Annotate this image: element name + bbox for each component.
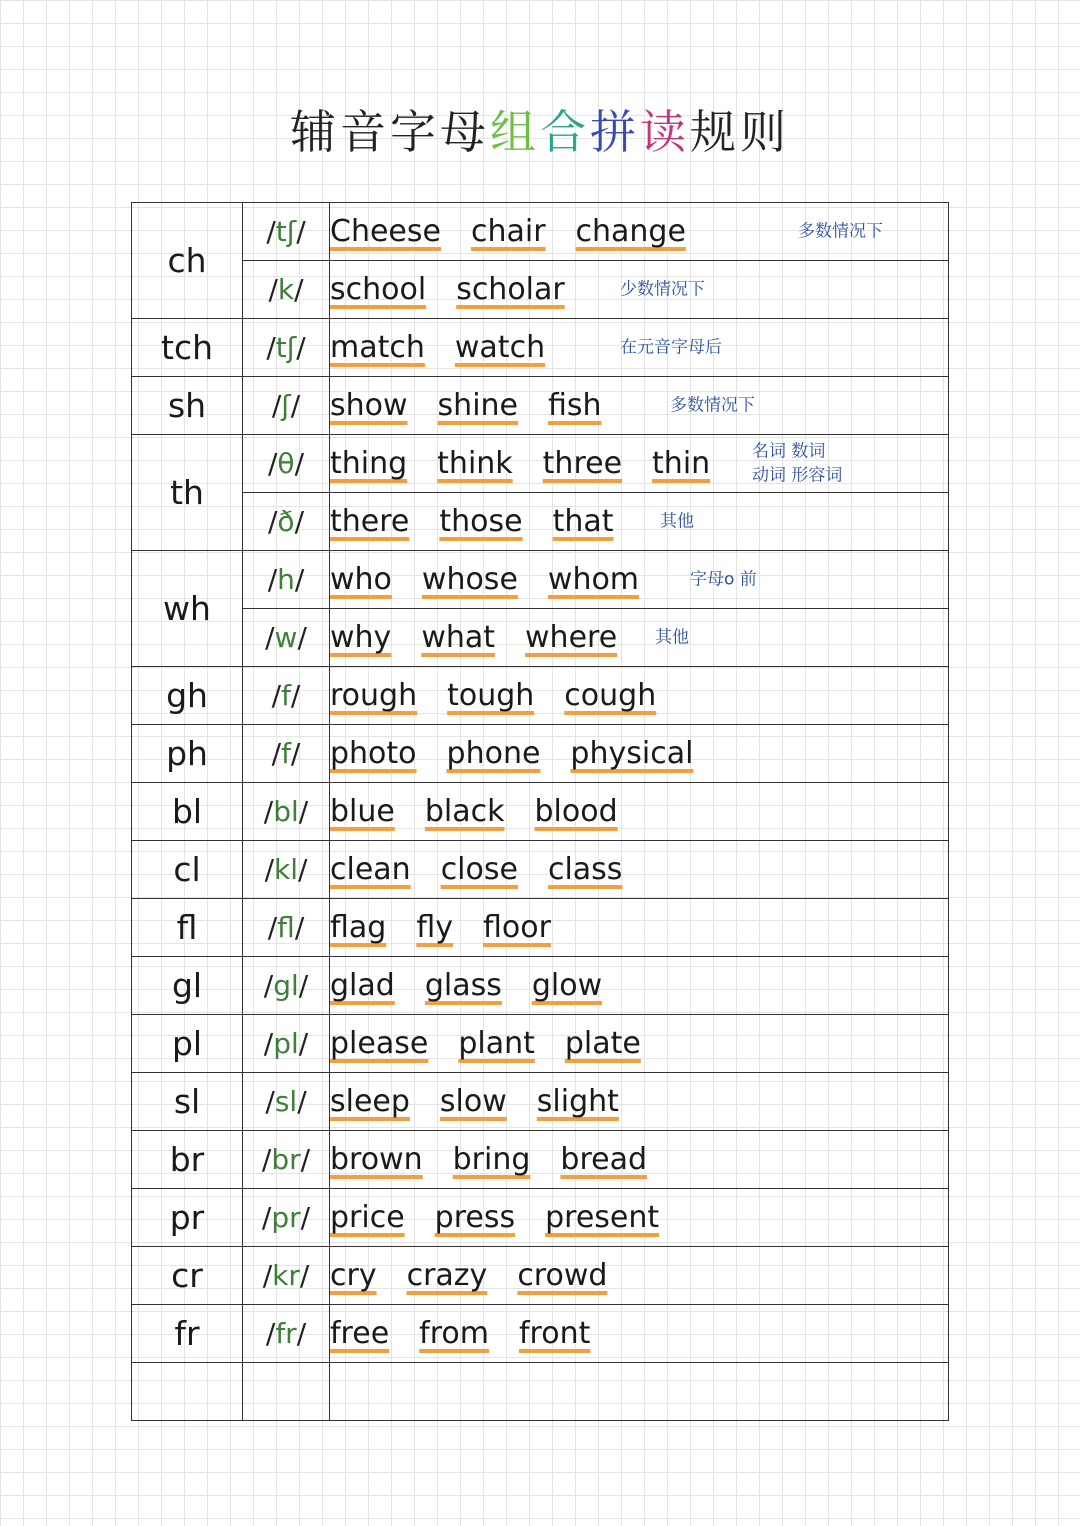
phoneme-cell xyxy=(243,841,330,899)
example-word xyxy=(576,214,686,249)
phoneme: k xyxy=(277,273,295,306)
letter-combination: cr xyxy=(132,1247,243,1305)
table-row xyxy=(132,1305,949,1363)
word-text: from xyxy=(419,1316,489,1351)
example-word xyxy=(564,678,656,713)
table-row xyxy=(132,667,949,725)
example-word xyxy=(330,1142,423,1177)
slash: / xyxy=(264,853,274,886)
word-text: thing xyxy=(330,446,408,481)
usage-note xyxy=(620,335,722,360)
slash: / xyxy=(265,621,275,654)
letter-combination: th xyxy=(132,435,243,551)
word-text: glow xyxy=(531,968,603,1003)
example-words xyxy=(330,609,949,667)
example-word xyxy=(545,1200,659,1235)
phoneme-cell xyxy=(243,319,330,377)
slash: / xyxy=(298,853,308,886)
phoneme-cell xyxy=(243,203,330,261)
letter-combination: pl xyxy=(132,1015,243,1073)
word-text: why xyxy=(330,620,392,655)
slash: / xyxy=(271,389,282,422)
usage-note-line: 少数情况下 xyxy=(620,279,705,300)
example-words xyxy=(330,261,949,319)
example-word xyxy=(330,330,425,365)
word-text: black xyxy=(424,794,505,829)
phoneme-cell xyxy=(243,1015,330,1073)
slash: / xyxy=(290,389,301,422)
usage-note xyxy=(655,625,689,650)
slash: / xyxy=(262,1259,273,1292)
word-text: glad xyxy=(330,968,395,1003)
table-row xyxy=(132,261,949,319)
example-word xyxy=(543,446,622,481)
example-word xyxy=(548,562,639,597)
example-word xyxy=(455,330,545,365)
letter-combination: fl xyxy=(132,899,243,957)
letter-combination: ch xyxy=(132,203,243,319)
example-word xyxy=(330,852,411,887)
usage-note xyxy=(798,219,883,244)
word-text: fish xyxy=(548,388,602,423)
table-row xyxy=(132,203,949,261)
phoneme-cell xyxy=(243,899,330,957)
phoneme: pl xyxy=(273,1027,299,1060)
example-word xyxy=(471,214,546,249)
example-word xyxy=(330,562,392,597)
example-word xyxy=(330,504,409,539)
example-words xyxy=(330,841,949,899)
slash: / xyxy=(267,505,278,538)
phoneme: ð xyxy=(277,505,295,538)
table-row xyxy=(132,1131,949,1189)
slash: / xyxy=(297,1085,307,1118)
table-row xyxy=(132,725,949,783)
example-word xyxy=(447,736,541,771)
table-row xyxy=(132,957,949,1015)
letter-combination: pr xyxy=(132,1189,243,1247)
usage-note-line: 字母o 前 xyxy=(690,569,757,590)
title-part-1: 辅音字母 xyxy=(290,105,490,159)
example-word xyxy=(330,736,417,771)
example-word xyxy=(330,620,391,655)
example-word xyxy=(483,910,551,945)
example-word xyxy=(330,1200,405,1235)
usage-note xyxy=(670,393,755,418)
word-text: school xyxy=(330,272,427,307)
phoneme-cell xyxy=(243,493,330,551)
slash: / xyxy=(263,1027,274,1060)
phoneme-cell xyxy=(243,261,330,319)
letter-combination: fr xyxy=(132,1305,243,1363)
slash: / xyxy=(294,563,305,596)
slash: / xyxy=(263,795,274,828)
word-text: blue xyxy=(330,794,395,829)
usage-note-line: 多数情况下 xyxy=(798,221,883,242)
usage-note-line: 其他 xyxy=(660,511,694,532)
example-word xyxy=(416,910,453,945)
phoneme: gl xyxy=(273,969,299,1002)
phoneme: pr xyxy=(271,1201,301,1234)
word-text: sleep xyxy=(330,1084,410,1119)
phoneme-cell xyxy=(243,783,330,841)
title-part-2: 组 xyxy=(490,105,540,159)
word-text: that xyxy=(552,504,614,539)
phoneme: f xyxy=(281,679,291,712)
phoneme: kl xyxy=(274,853,298,886)
phoneme: w xyxy=(274,621,298,654)
slash: / xyxy=(297,621,307,654)
slash: / xyxy=(294,273,304,306)
word-text: rough xyxy=(330,678,418,713)
table-row xyxy=(132,899,949,957)
example-word xyxy=(330,272,426,307)
example-words xyxy=(330,899,949,957)
letter-combination: wh xyxy=(132,551,243,667)
example-word xyxy=(532,968,602,1003)
usage-note-line: 其他 xyxy=(655,627,689,648)
usage-note-line: 动词 形容词 xyxy=(752,465,843,486)
word-text: plate xyxy=(564,1026,641,1061)
slash: / xyxy=(266,215,276,248)
example-words xyxy=(330,1131,949,1189)
word-text: bread xyxy=(560,1142,648,1177)
example-word xyxy=(517,1258,607,1293)
word-text: please xyxy=(330,1026,429,1061)
word-text: cough xyxy=(564,678,657,713)
phoneme: θ xyxy=(277,447,295,480)
letter-combination: br xyxy=(132,1131,243,1189)
example-words xyxy=(330,667,949,725)
example-word xyxy=(447,678,534,713)
word-text: glass xyxy=(424,968,502,1003)
word-text: where xyxy=(525,620,618,655)
word-text: blood xyxy=(534,794,618,829)
example-words xyxy=(330,957,949,1015)
example-words xyxy=(330,1247,949,1305)
word-text: crazy xyxy=(406,1258,488,1293)
word-text: show xyxy=(330,388,408,423)
example-word xyxy=(425,794,505,829)
usage-note-line: 在元音字母后 xyxy=(620,337,722,358)
example-word xyxy=(330,1258,377,1293)
word-text: fly xyxy=(416,910,453,945)
word-text: slow xyxy=(439,1084,507,1119)
word-text: bring xyxy=(452,1142,531,1177)
word-text: who xyxy=(330,562,392,597)
phoneme-cell xyxy=(243,609,330,667)
example-word xyxy=(419,1316,489,1351)
example-words xyxy=(330,1015,949,1073)
word-text: photo xyxy=(330,736,417,771)
slash: / xyxy=(298,1027,309,1060)
example-word xyxy=(548,388,602,423)
word-text: price xyxy=(330,1200,405,1235)
table-row xyxy=(132,1247,949,1305)
phoneme-cell xyxy=(243,725,330,783)
slash: / xyxy=(299,1259,310,1292)
word-text: plant xyxy=(458,1026,535,1061)
example-word xyxy=(441,852,518,887)
example-words xyxy=(330,203,949,261)
letter-combination: cl xyxy=(132,841,243,899)
table-row xyxy=(132,319,949,377)
word-text: change xyxy=(575,214,686,249)
example-word xyxy=(548,852,622,887)
word-text: free xyxy=(330,1316,390,1351)
word-text: match xyxy=(330,330,425,365)
slash: / xyxy=(263,969,274,1002)
example-word xyxy=(458,1026,535,1061)
example-word xyxy=(407,1258,488,1293)
example-words xyxy=(330,725,949,783)
example-word xyxy=(330,794,395,829)
word-text: scholar xyxy=(456,272,565,307)
phoneme: sl xyxy=(274,1085,298,1118)
example-word xyxy=(422,562,518,597)
usage-note xyxy=(690,567,757,592)
example-words xyxy=(330,377,949,435)
table-row xyxy=(132,1189,949,1247)
slash: / xyxy=(267,563,278,596)
letter-combination: gh xyxy=(132,667,243,725)
phoneme: bl xyxy=(273,795,299,828)
slash: / xyxy=(267,911,278,944)
phoneme: fl xyxy=(277,911,295,944)
example-word xyxy=(330,1316,389,1351)
slash: / xyxy=(294,447,304,480)
usage-note-line: 名词 数词 xyxy=(752,440,826,461)
word-text: tough xyxy=(447,678,535,713)
word-text: clean xyxy=(330,852,411,887)
table-row xyxy=(132,1363,949,1421)
word-text: whom xyxy=(547,562,640,597)
table-row xyxy=(132,1073,949,1131)
example-word xyxy=(570,736,693,771)
example-word xyxy=(425,968,502,1003)
phoneme-cell xyxy=(243,1131,330,1189)
example-words xyxy=(330,1073,949,1131)
slash: / xyxy=(261,1201,272,1234)
word-text: chair xyxy=(470,214,546,249)
example-word xyxy=(435,1200,515,1235)
slash: / xyxy=(298,969,309,1002)
slash: / xyxy=(300,1201,311,1234)
phoneme-cell xyxy=(243,551,330,609)
example-word xyxy=(440,1084,507,1119)
example-words xyxy=(330,783,949,841)
word-text: phone xyxy=(446,736,541,771)
table-row xyxy=(132,435,949,493)
word-text: close xyxy=(440,852,518,887)
table-row xyxy=(132,493,949,551)
word-text: press xyxy=(434,1200,516,1235)
word-text: present xyxy=(545,1200,660,1235)
slash: / xyxy=(298,795,309,828)
example-word xyxy=(565,1026,641,1061)
example-word xyxy=(438,388,518,423)
example-words xyxy=(330,1305,949,1363)
example-words xyxy=(330,319,949,377)
slash: / xyxy=(290,679,301,712)
usage-note-line: 多数情况下 xyxy=(670,395,755,416)
usage-note xyxy=(620,277,705,302)
phoneme: ʃ xyxy=(281,389,291,422)
word-text: what xyxy=(421,620,496,655)
phonics-rules-table xyxy=(131,202,949,1421)
slash: / xyxy=(267,447,278,480)
phoneme-cell xyxy=(243,1189,330,1247)
title-part-5: 读 xyxy=(640,105,690,159)
example-word xyxy=(330,678,417,713)
phoneme-cell xyxy=(243,435,330,493)
table-row xyxy=(132,841,949,899)
word-text: flag xyxy=(330,910,387,945)
phoneme: fr xyxy=(275,1317,297,1350)
word-text: shine xyxy=(437,388,518,423)
page-title xyxy=(0,96,1080,162)
example-words xyxy=(330,1189,949,1247)
phoneme: h xyxy=(277,563,295,596)
example-word xyxy=(330,388,408,423)
example-word xyxy=(535,794,618,829)
letter-combination xyxy=(132,1363,243,1421)
title-part-4: 拼 xyxy=(590,105,640,159)
word-text: slight xyxy=(536,1084,619,1119)
letter-combination: gl xyxy=(132,957,243,1015)
slash: / xyxy=(294,911,305,944)
example-word xyxy=(330,446,407,481)
word-text: whose xyxy=(421,562,518,597)
slash: / xyxy=(265,1085,275,1118)
word-text: thin xyxy=(652,446,711,481)
example-word xyxy=(330,1084,410,1119)
word-text: those xyxy=(439,504,523,539)
example-word xyxy=(330,968,395,1003)
slash: / xyxy=(296,215,306,248)
slash: / xyxy=(296,1317,307,1350)
word-text: brown xyxy=(330,1142,423,1177)
example-word xyxy=(421,620,495,655)
example-word xyxy=(330,910,386,945)
example-word xyxy=(439,504,522,539)
letter-combination: ph xyxy=(132,725,243,783)
example-word xyxy=(330,1026,428,1061)
word-text: three xyxy=(542,446,623,481)
example-words xyxy=(330,435,949,493)
word-text: Cheese xyxy=(330,214,441,249)
phoneme-cell xyxy=(243,377,330,435)
example-word xyxy=(330,214,441,249)
slash: / xyxy=(290,737,301,770)
phoneme: br xyxy=(271,1143,301,1176)
usage-note xyxy=(752,439,842,488)
example-words xyxy=(330,493,949,551)
letter-combination: bl xyxy=(132,783,243,841)
title-part-3: 合 xyxy=(540,105,590,159)
phoneme: kr xyxy=(272,1259,300,1292)
example-word xyxy=(560,1142,647,1177)
phoneme: tʃ xyxy=(275,215,297,248)
slash: / xyxy=(266,331,276,364)
example-word xyxy=(525,620,617,655)
phoneme-cell xyxy=(243,1363,330,1421)
word-text: watch xyxy=(454,330,546,365)
letter-combination: sl xyxy=(132,1073,243,1131)
slash: / xyxy=(294,505,304,538)
phoneme-cell xyxy=(243,1073,330,1131)
phoneme-cell xyxy=(243,1305,330,1363)
example-words xyxy=(330,551,949,609)
example-word xyxy=(437,446,513,481)
table-row xyxy=(132,783,949,841)
letter-combination: sh xyxy=(132,377,243,435)
table-row xyxy=(132,1015,949,1073)
word-text: there xyxy=(330,504,410,539)
slash: / xyxy=(296,331,306,364)
example-word xyxy=(456,272,565,307)
word-text: floor xyxy=(482,910,551,945)
slash: / xyxy=(268,273,278,306)
slash: / xyxy=(265,1317,276,1350)
example-word xyxy=(519,1316,590,1351)
word-text: physical xyxy=(570,736,694,771)
table-row xyxy=(132,609,949,667)
phoneme: tʃ xyxy=(275,331,297,364)
word-text: cry xyxy=(330,1258,377,1293)
example-word xyxy=(453,1142,531,1177)
letter-combination: tch xyxy=(132,319,243,377)
word-text: front xyxy=(518,1316,591,1351)
example-word xyxy=(652,446,710,481)
word-text: class xyxy=(547,852,623,887)
slash: / xyxy=(271,679,282,712)
slash: / xyxy=(261,1143,272,1176)
usage-note xyxy=(660,509,694,534)
example-word xyxy=(537,1084,619,1119)
phoneme: f xyxy=(281,737,291,770)
slash: / xyxy=(300,1143,311,1176)
title-part-6: 规则 xyxy=(690,105,790,159)
table-row xyxy=(132,377,949,435)
example-words xyxy=(330,1363,949,1421)
word-text: crowd xyxy=(517,1258,608,1293)
word-text: think xyxy=(437,446,513,481)
example-word xyxy=(553,504,614,539)
phoneme-cell xyxy=(243,1247,330,1305)
phoneme-cell xyxy=(243,667,330,725)
slash: / xyxy=(271,737,282,770)
phoneme-cell xyxy=(243,957,330,1015)
table-row xyxy=(132,551,949,609)
